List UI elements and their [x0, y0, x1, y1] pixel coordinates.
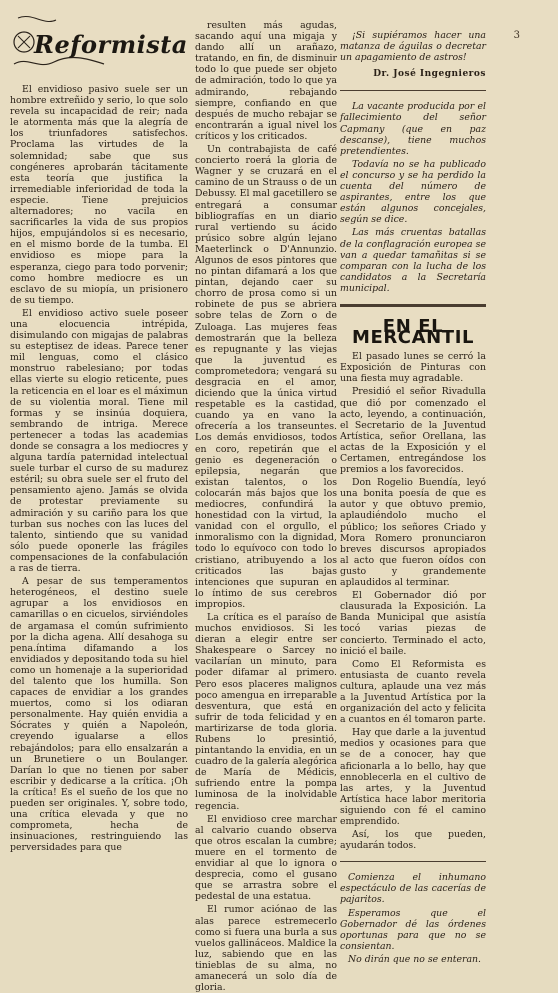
closing-paragraph: Esperamos que el Gobernador dé las órdenes oportunas para que no se consientan.	[340, 907, 486, 952]
double-divider	[340, 304, 486, 307]
mercantil-paragraph: El pasado lunes se cerró la Exposición de Pinturas con una fiesta muy agradable.	[340, 351, 486, 385]
divider	[340, 861, 486, 862]
vacante-paragraph: Las más cruentas batallas de la conflagración europea se van a quedar tamañitas si se comparan con la lucha de los candidatos a la Secretaría municipal.	[340, 227, 486, 294]
masthead-title: Reformista	[34, 30, 188, 59]
paragraph: Un contrabajista de café concierto roerá la gloria de Wagner y se cruzará en el camino de un Strauss o de un Debussy. El mal gacetillero se entregará a consumar bibliografías en un diario rural vertiendo su ácido prúsico sobre algún lejano Maeterlinck o D'Annunzio. Algunos de esos pintores que no pintan difamará a los que pintan, dejando caer su chorro de prosa como si un robinete de pus se abriera sobre telas de Zorn o de Zuloaga. Las mujeres feas demostrarán que la belleza es repugnante y las viejas que la juventud es comprometedora; vengará su desgracia en el amor, diciendo que la única virtud respetable es la castidad, cuando ya en vano la ofrecería a los transeuntes. Los demás envidiosos, todos en coro, repetirán que el genio es degeneración o epilepsia, negarán que existan talentos, o los colocarán más bajos que los mediocres, confundirá la honestidad con la virtud, la vanidad con el orgullo, el inmoralismo con la dignidad, todo lo equívoco con todo lo cristiano, atribuyendo a los criticados las bajas intenciones que supuran en lo íntimo de sus cerebros impropios.	[195, 144, 337, 610]
vacante-paragraph: Todavía no se ha publicado el concurso y se ha perdido la cuenta del número de aspirantes, entre los que están algunos concejales, según se dice.	[340, 158, 486, 226]
paragraph: La crítica es el paraíso de muchos envidiosos. Si les dieran a elegir entre ser Shakespeare o Sarcey no vacilarían un minuto, para poder difamar al primero. Pero esos placeres malignos poco amengua en irreparable desventura, que está en sufrir de toda felicidad y en martirizarse de toda gloria. Rubens lo presintió, pintantando la envidia, en un cuadro de la galería alegórica de María de Médicis, sufriendo entre la pompa luminosa de la inolvidable regencia.	[195, 611, 337, 812]
author-signature: Dr. José Ingegnieros	[373, 69, 486, 80]
column-3	[340, 30, 486, 965]
section-heading: EN EL MERCANTIL	[351, 315, 475, 349]
paragraph: El rumor aciónao de las alas parece estremecerlo como si fuera una burla a sus vuelos gallináceos. Maldice la luz, sabiendo que en las tinieblas de su alma, no amanecerá un solo día de gloria.	[195, 904, 337, 993]
page-number: 3	[513, 30, 520, 41]
column-1	[10, 84, 189, 854]
closing-quote: ¡Si supiéramos hacer una matanza de águilas o decretar un apagamiento de astros!	[340, 30, 486, 64]
vacante-paragraph: La vacante producida por el fallecimiento del señor Capmany (que en paz descanse), tiene muchos pretendientes.	[340, 101, 486, 157]
paragraph: resulten más agudas, sacando aquí una migaja y dando allí un arañazo, tratando, en fin, de disminuir todo lo que puede ser objeto de admiración, todo lo que ya admirando, rebajando siempre, confiando en que después de mucho rebajar se encontrarán a igual nivel los críticos y los criticados.	[195, 20, 337, 142]
mercantil-paragraph: El Gobernador dió por clausurada la Exposición. La Banda Municipal que asistía tocó varias piezas de concierto. Terminado el acto, inició el baile.	[340, 590, 486, 657]
mercantil-paragraph: Hay que darle a la juventud medios y ocasiones para que se de a conocer, hay que aficionarla a lo bello, hay que ennoblecerla en el cultivo de las artes, y la Juventud Artística hace labor meritoria siguiendo con fé el camino emprendido.	[340, 727, 486, 827]
column-2	[195, 20, 337, 993]
mercantil-paragraph: Don Rogelio Buendía, leyó una bonita poesía de que es autor y que obtuvo premio, aplaudiéndolo mucho el público; los señores Criado y Mora Romero pronunciaron breves discursos apropiados al acto que fueron oídos con gusto y grandemente aplaudidos al terminar.	[340, 477, 486, 589]
paragraph: El envidioso pasivo suele ser un hombre extreñido y serio, lo que solo revela su incapacidad de reir; nada le atormenta más que la alegría de los triunfadores satisfechos. Proclama las virtudes de la solemnidad; sabe que sus congéneres aprobarán tácitamente esta teoría que justifica la irremediable inferioridad de toda la especie. Tiene prejuicios alternadores; no vacila en sacrificarles la vida de sus propios hijos, empujándolos si es necesario, en el mismo borde de la tumba. El envidioso es miope para la esperanza, ciego para todo porvenir; como hombre mediocre es un esclavo de su miopía, un prisionero de su tiempo.	[10, 84, 188, 306]
paragraph: A pesar de sus temperamentos heterogéneos, el destino suele agrupar a los envidiosos en camarillas o en cicuelos, sirviéndoles de argamasa el común sufrimiento por la dicha agena. Allí desahoga su pena.íntima difamando a los envidiados y depositando toda su hiel como un homenaje a la superioridad del talento que los humilla. Son capaces de envidiar a los grandes muertos, como si los odiaran personalmente. Hay quién envidia a Sócrates y quién a Napoleón, creyendo igualarse a ellos rebajándolos; para ello ensalzarán a un Brunetiere o un Boulanger. Darían lo que no tienen por saber escribir y dedicarse a la crítica. ¡Oh la crítica! Es el sueño de los que no pueden ser originales. Y, sobre todo, una crítica elevada y que no comprometa, hecha de insinuaciones, restringuiendo las perversidades para que	[10, 576, 189, 854]
mercantil-paragraph: Presidió el señor Rivadulla que dió por comenzado el acto, leyendo, a continuación, el Secretario de la Juventud Artística, señor Orellana, las actas de la Exposición y el Certamen, entregándose los premios a los favorecidos.	[340, 386, 486, 476]
paragraph: El envidioso activo suele poseer una elocuencia intrépida, disimulando con migajas de palabras su esteptisez de ideas. Parece tener mil lenguas, como el clásico monstruo rabelesiano; por todas ellas vierte su elogio reticente, pues la reticencia en el loar es el máximun de su violentia moral. Tiene mil formas y se insinúa doquiera, sembrando de intriga. Merece pertenecer a todas las academias donde se consagra a los mediocres y alguna tardía paternidad intelectual suele turbar el curso de su madurez estéril; su obra suele ser el fruto del pensamiento ajeno. Jamás se olvida de protestar previamente su admiración y su cariño para los que turban sus noches con las luces del talento, sintiendo que su vanidad sólo puede oponerle las frágiles compensaciones de la confabulación a ras de tierra.	[10, 307, 188, 575]
mercantil-paragraph: Así, los que pueden, ayudarán todos.	[340, 829, 486, 852]
mercantil-paragraph: Como El Reformista es entusiasta de cuanto revela cultura, aplaude una vez más a la Juventud Artística por la organización del acto y felicita a cuantos en él tomaron parte.	[340, 658, 486, 726]
divider	[340, 90, 486, 91]
masthead	[8, 8, 188, 80]
closing-paragraph: Comienza el inhumano espectáculo de las cacerías de pajaritos.	[340, 872, 486, 906]
paragraph: El envidioso cree marchar al calvario cuando observa que otros escalan la cumbre; muere en el tormento de envidiar al que lo ignora o desprecia, como el gusano que se arrastra sobre el pedestal de una estatua.	[195, 813, 337, 903]
closing-paragraph: No dirán que no se enteran.	[348, 953, 482, 965]
